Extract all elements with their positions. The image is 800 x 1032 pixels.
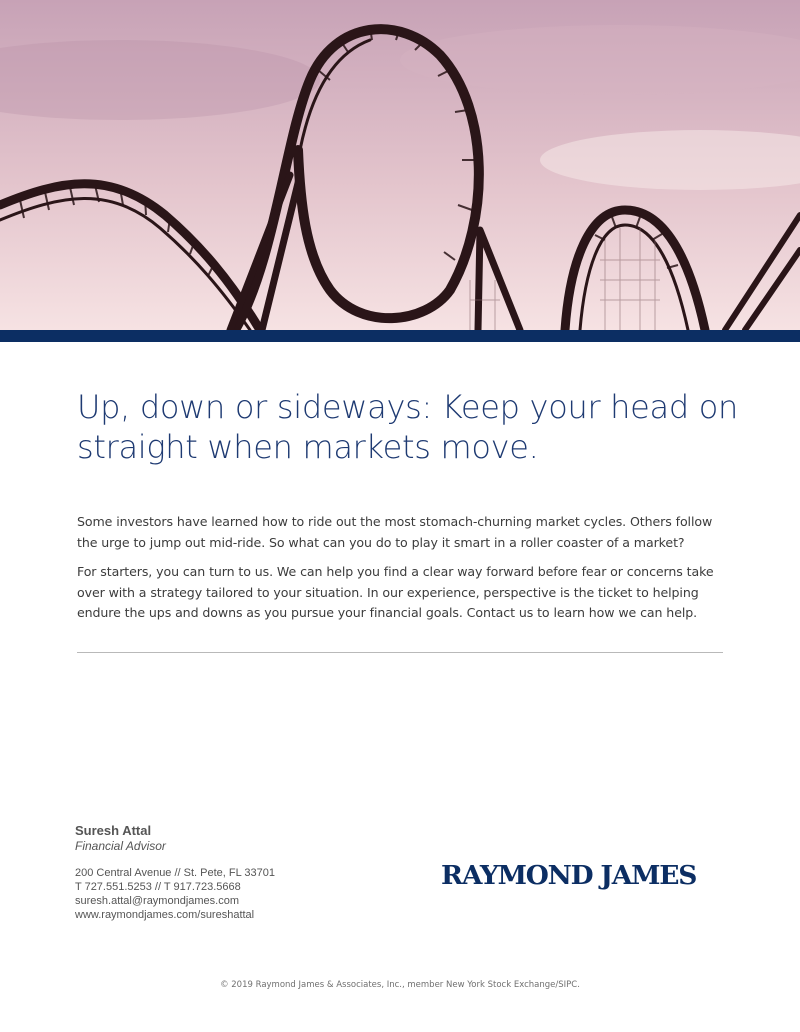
hero-image	[0, 0, 800, 330]
advisor-contact-block	[75, 822, 395, 922]
raymond-james-logo: RAYMOND JAMES	[441, 860, 697, 891]
advisor-email[interactable]: suresh.attal@raymondjames.com	[75, 895, 240, 907]
paragraph-offer: For starters, you can turn to us. We can help you find a clear way forward before fear or concerns take over with a strategy tailored to your situation. In our experience, perspective is the ticket to helping endure the ups and downs as you pursue your financial goals. Contact us to learn how we can help.	[77, 564, 714, 620]
roller-coaster-photo	[0, 0, 800, 330]
paragraph-intro: Some investors have learned how to ride out the most stomach-churning market cycles. Others follow the urge to jump out mid-ride. So what can you do to play it smart in a roller coaster of a market?	[77, 514, 713, 550]
advisor-name: Suresh Attal	[75, 823, 152, 838]
divider	[77, 652, 723, 653]
body-copy	[77, 512, 725, 633]
advisor-website[interactable]: www.raymondjames.com/sureshattal	[75, 909, 255, 921]
copyright-footer: © 2019 Raymond James & Associates, Inc., member New York Stock Exchange/SIPC.	[220, 980, 580, 990]
advisor-phones: T 727.551.5253 // T 917.723.5668	[75, 881, 241, 893]
hero-accent-bar	[0, 330, 800, 342]
headline: Up, down or sideways: Keep your head on straight when markets move.	[77, 388, 739, 466]
advisor-title: Financial Advisor	[75, 839, 166, 853]
advisor-address: 200 Central Avenue // St. Pete, FL 33701	[75, 867, 275, 879]
